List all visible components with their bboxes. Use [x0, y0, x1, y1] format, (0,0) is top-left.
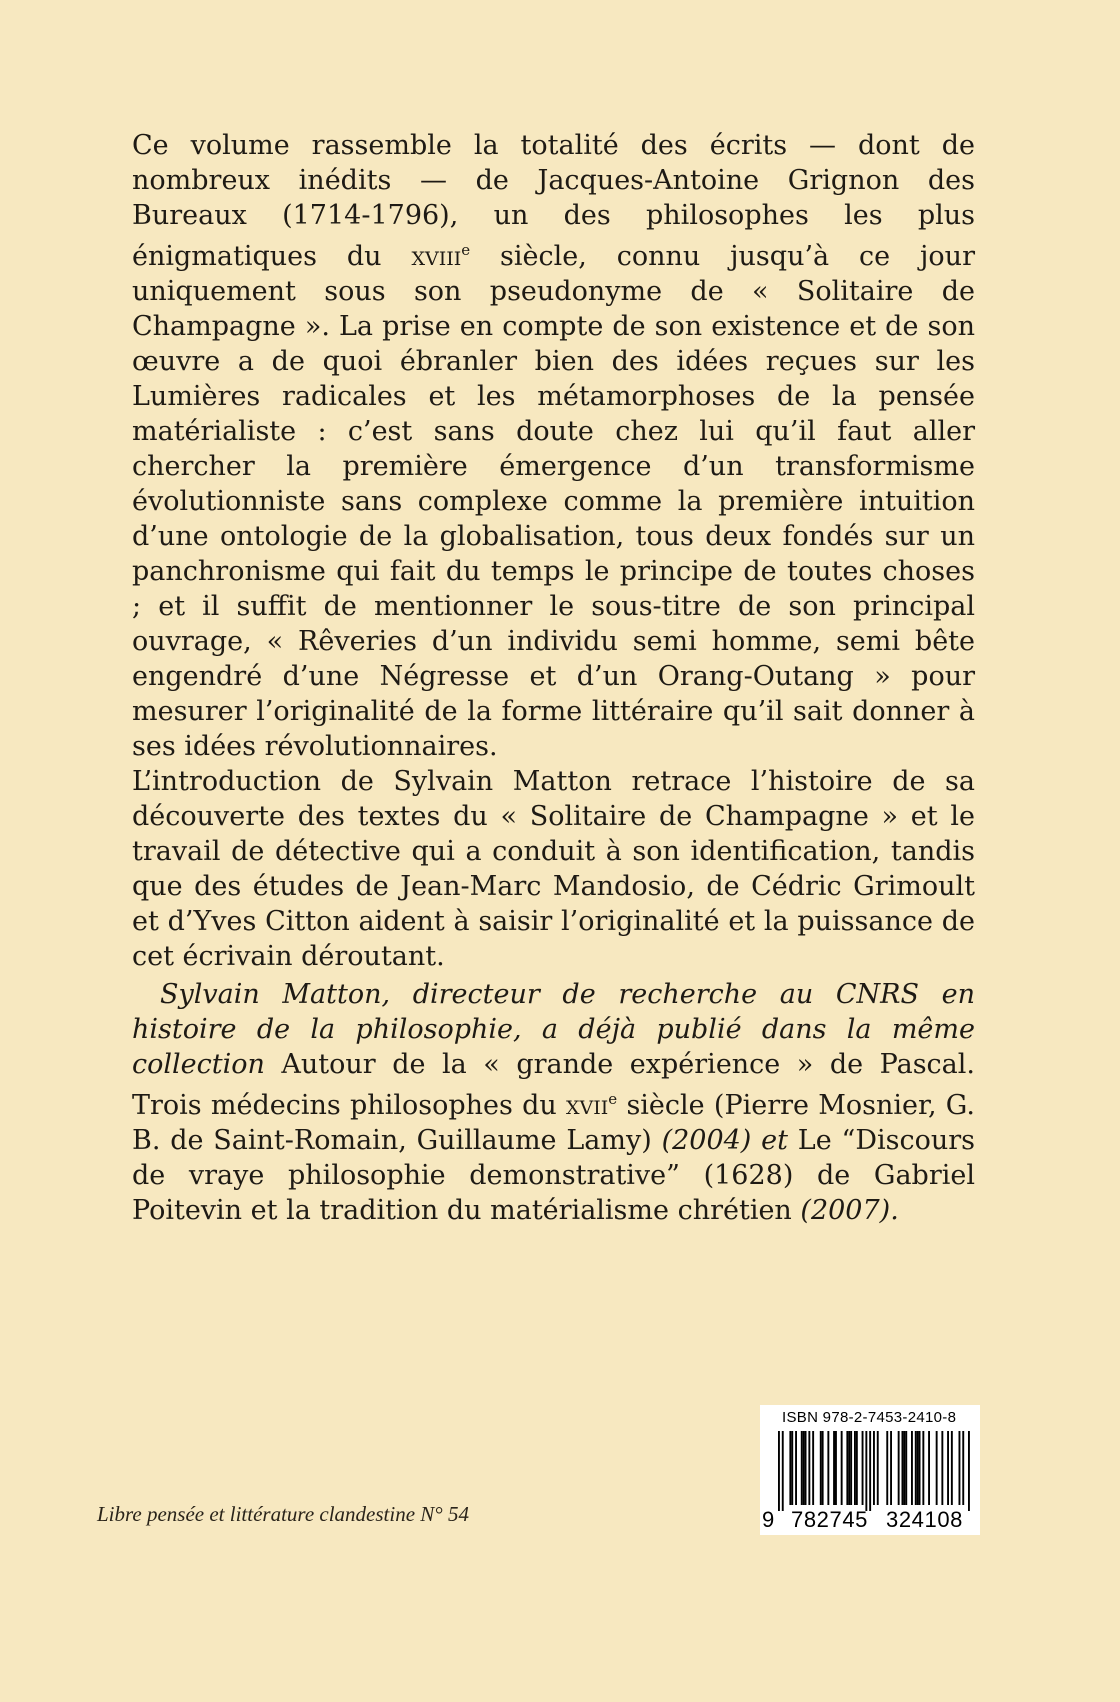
- barcode-bar: [873, 1431, 875, 1505]
- book1-year: (2004): [661, 1125, 752, 1156]
- barcode-bar: [911, 1431, 913, 1505]
- century-xvii-suffix: e: [608, 1090, 618, 1108]
- barcode-bar: [947, 1431, 949, 1505]
- barcode-bar: [890, 1431, 892, 1505]
- barcode-bar: [827, 1431, 829, 1505]
- blurb-p1-part-b: siècle, connu jusqu’à ce jour uniquement sous son pseudonyme de « Solitaire de Champagne ». La prise en compte de son existence et de son œuvre a de quoi ébranler bien des idées reçues sur les Lumières radicales et les métamorphoses de la pensée matérialiste : c’est sans doute chez lui qu’il faut aller chercher la première émergence d’un transformisme évolutionniste sans complexe comme la première intuition d’une ontologie de la globalisation, tous deux fondés sur un panchronisme qui fait du temps le principe de toutes choses ; et il suffit de mentionner le sous-titre de son principal ouvrage, « Rêveries d’un individu semi homme, semi bête engendré d’une Négresse et d’un Orang-Outang » pour mesurer l’originalité de la forme littéraire qu’il sait donner à ses idées révolutionnaires.: [132, 241, 975, 762]
- barcode-bar: [833, 1431, 835, 1505]
- isbn-barcode: [760, 1405, 980, 1535]
- barcode-bar: [791, 1431, 793, 1505]
- barcode-bar: [903, 1431, 905, 1505]
- barcode-bar: [902, 1431, 904, 1505]
- barcode-bar: [928, 1431, 930, 1505]
- barcode-bar: [968, 1431, 970, 1511]
- barcode-digits-right: 324108: [885, 1507, 963, 1532]
- barcode-bar: [795, 1431, 797, 1505]
- barcode-bar: [886, 1431, 888, 1505]
- barcode-bar: [936, 1431, 938, 1505]
- barcode-bar: [846, 1431, 848, 1505]
- barcode-bar: [915, 1431, 917, 1505]
- century-xvii: xvii: [566, 1090, 609, 1121]
- barcode-bar: [951, 1431, 953, 1505]
- barcode-bar: [917, 1431, 919, 1505]
- book2-year: (2007).: [800, 1195, 899, 1226]
- blurb-paragraph-2: [132, 764, 975, 974]
- author-bio: [132, 977, 975, 1228]
- barcode-digits: [762, 1507, 978, 1533]
- isbn-label: ISBN 978-2-7453-2410-8: [782, 1409, 957, 1426]
- barcode-bar: [865, 1431, 867, 1511]
- barcode-bar: [789, 1431, 791, 1505]
- barcode-bar: [812, 1431, 814, 1505]
- barcode-bar: [850, 1431, 852, 1505]
- book-connector: et: [751, 1125, 788, 1156]
- book2-title: Le “Discours de vraye philosophie demonstrative” (1628) de Gabriel Poitevin et la tradition du matérialisme chrétien: [132, 1125, 975, 1226]
- series-label: Libre pensée et littérature clandestine N° 54: [97, 1502, 469, 1526]
- barcode-bar: [959, 1431, 961, 1505]
- barcode-bar: [835, 1431, 837, 1505]
- blurb-section: [132, 128, 975, 974]
- barcode-bar: [854, 1431, 856, 1505]
- century-xviii-suffix: e: [461, 241, 471, 259]
- barcode-bar: [869, 1431, 871, 1511]
- barcode-bar: [803, 1431, 805, 1505]
- book1-title-a: Autour de la « grande expérience » de Pascal. Trois médecins philosophes du: [132, 1049, 975, 1121]
- barcode-digits-left: 782745: [790, 1507, 868, 1532]
- barcode-bar: [778, 1431, 780, 1511]
- barcode-bar: [808, 1431, 810, 1505]
- barcode-bar: [862, 1431, 864, 1505]
- barcode-bar: [822, 1431, 824, 1505]
- barcode-bar: [922, 1431, 924, 1505]
- century-xviii: xviii: [411, 241, 462, 272]
- barcode-bar: [782, 1431, 784, 1511]
- barcode-bar: [856, 1431, 858, 1505]
- barcode-bar: [877, 1431, 879, 1505]
- blurb-paragraph-1: [132, 128, 975, 764]
- author-paragraph: [132, 977, 975, 1228]
- book1-title-b: siècle (Pierre Mosnier, G. B. de Saint-Romain, Guillaume Lamy): [132, 1090, 975, 1156]
- barcode-bar: [898, 1431, 900, 1505]
- blurb-p1-part-a: Ce volume rassemble la totalité des écrits — dont de nombreux inédits — de Jacques-Antoine Grignon des Bureaux (1714-1796), un des philosophes les plus énigmatiques du: [132, 130, 975, 272]
- barcode-bar: [962, 1431, 964, 1505]
- barcode-bar: [805, 1431, 807, 1505]
- barcode-bar: [841, 1431, 843, 1505]
- barcode-bar: [801, 1431, 803, 1505]
- barcode-bar: [905, 1431, 907, 1505]
- author-intro: Sylvain Matton, directeur de recherche au CNRS en histoire de la philosophie, a déjà publié dans la même collection: [132, 979, 975, 1080]
- barcode-digit-first: 9: [762, 1507, 775, 1532]
- barcode-bar: [820, 1431, 822, 1505]
- barcode-bar: [941, 1431, 943, 1505]
- blurb-p2-text: L’introduction de Sylvain Matton retrace l’histoire de sa découverte des textes du « Solitaire de Champagne » et le travail de détective qui a conduit à son identification, tandis que des études de Jean-Marc Mandosio, de Cédric Grimoult et d’Yves Citton aident à saisir l’originalité et la puissance de cet écrivain déroutant.: [132, 766, 975, 972]
- barcode-bar: [919, 1431, 921, 1505]
- barcode-bar: [848, 1431, 850, 1505]
